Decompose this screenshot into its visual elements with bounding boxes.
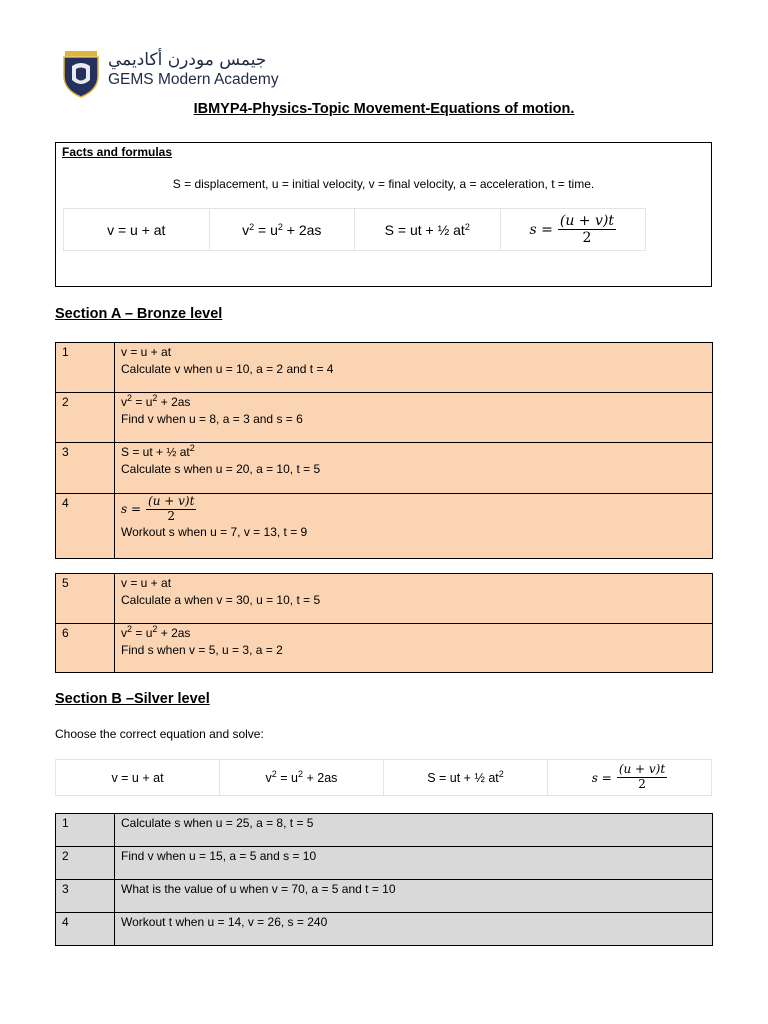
table-row <box>56 393 713 443</box>
question-number: 3 <box>56 880 115 913</box>
table-row <box>56 624 713 673</box>
table-row <box>56 814 713 847</box>
question-cell: What is the value of u when v = 70, a = 5 and t = 10 <box>115 880 713 913</box>
variable-definitions: S = displacement, u = initial velocity, v = final velocity, a = acceleration, t = time. <box>172 177 595 191</box>
logo-arabic-text: جيمس مودرن أكاديمي <box>108 50 267 70</box>
question-number: 1 <box>56 814 115 847</box>
question-number: 3 <box>56 443 115 494</box>
question-cell: $v^2 = u^2 + 2as$ Find v when u = 8, a = 3 and s = 6 <box>115 393 713 443</box>
question-number: 1 <box>56 343 115 393</box>
question-cell: Calculate s when u = 25, a = 8, t = 5 <box>115 814 713 847</box>
question-cell: Workout t when u = 14, v = 26, s = 240 <box>115 913 713 946</box>
table-row <box>56 443 713 494</box>
facts-box <box>55 142 712 287</box>
section-b-title: Section B –Silver level <box>55 691 210 707</box>
page-title: IBMYP4-Physics-Topic Movement-Equations of motion. <box>193 101 575 117</box>
formula-3: S = ut + ½ $at^2$ <box>384 760 548 796</box>
table-row <box>56 574 713 624</box>
section-b-instruction: Choose the correct equation and solve: <box>55 727 264 741</box>
question-number: 4 <box>56 494 115 559</box>
question-cell: v = u + at Calculate v when u = 10, a = 2 and t = 4 <box>115 343 713 393</box>
question-number: 4 <box>56 913 115 946</box>
formula-2: $v^2 = u^2 + 2as$ <box>220 760 384 796</box>
question-cell: S = ut + ½ $at^2$ Calculate s when u = 20, a = 10, t = 5 <box>115 443 713 494</box>
formula-4: s = $\frac{(u + v)t}{2}$ <box>548 760 712 796</box>
question-cell: Find v when u = 15, a = 5 and s = 10 <box>115 847 713 880</box>
table-row <box>56 847 713 880</box>
formula-1: v = u + at <box>64 209 210 251</box>
formula-1: v = u + at <box>56 760 220 796</box>
bronze-table-2 <box>55 573 713 673</box>
question-cell: $v^2 = u^2 + 2as$ Find s when v = 5, u = 3, a = 2 <box>115 624 713 673</box>
choice-formula-table <box>55 759 712 796</box>
table-row <box>56 494 713 559</box>
formula-3: S = ut + ½ $at^2$ <box>355 209 501 251</box>
formula-2: $v^2 = u^2 + 2as$ <box>209 209 355 251</box>
silver-table <box>55 813 713 946</box>
school-crest-logo <box>61 50 101 98</box>
formula-table <box>63 208 646 251</box>
question-number: 6 <box>56 624 115 673</box>
facts-heading: Facts and formulas <box>62 145 173 159</box>
question-number: 2 <box>56 393 115 443</box>
table-row <box>56 913 713 946</box>
question-number: 5 <box>56 574 115 624</box>
table-row <box>56 343 713 393</box>
question-number: 2 <box>56 847 115 880</box>
formula-4: s = $\frac{(u + v)t}{2}$ <box>500 209 646 251</box>
bronze-table-1 <box>55 342 713 559</box>
table-row <box>56 880 713 913</box>
section-a-title: Section A – Bronze level <box>55 306 223 322</box>
question-cell: v = u + at Calculate a when v = 30, u = 10, t = 5 <box>115 574 713 624</box>
logo-english-text: GEMS Modern Academy <box>108 71 279 88</box>
question-cell: s = $\frac{(u + v)t}{2}$ Workout s when u = 7, v = 13, t = 9 <box>115 494 713 559</box>
